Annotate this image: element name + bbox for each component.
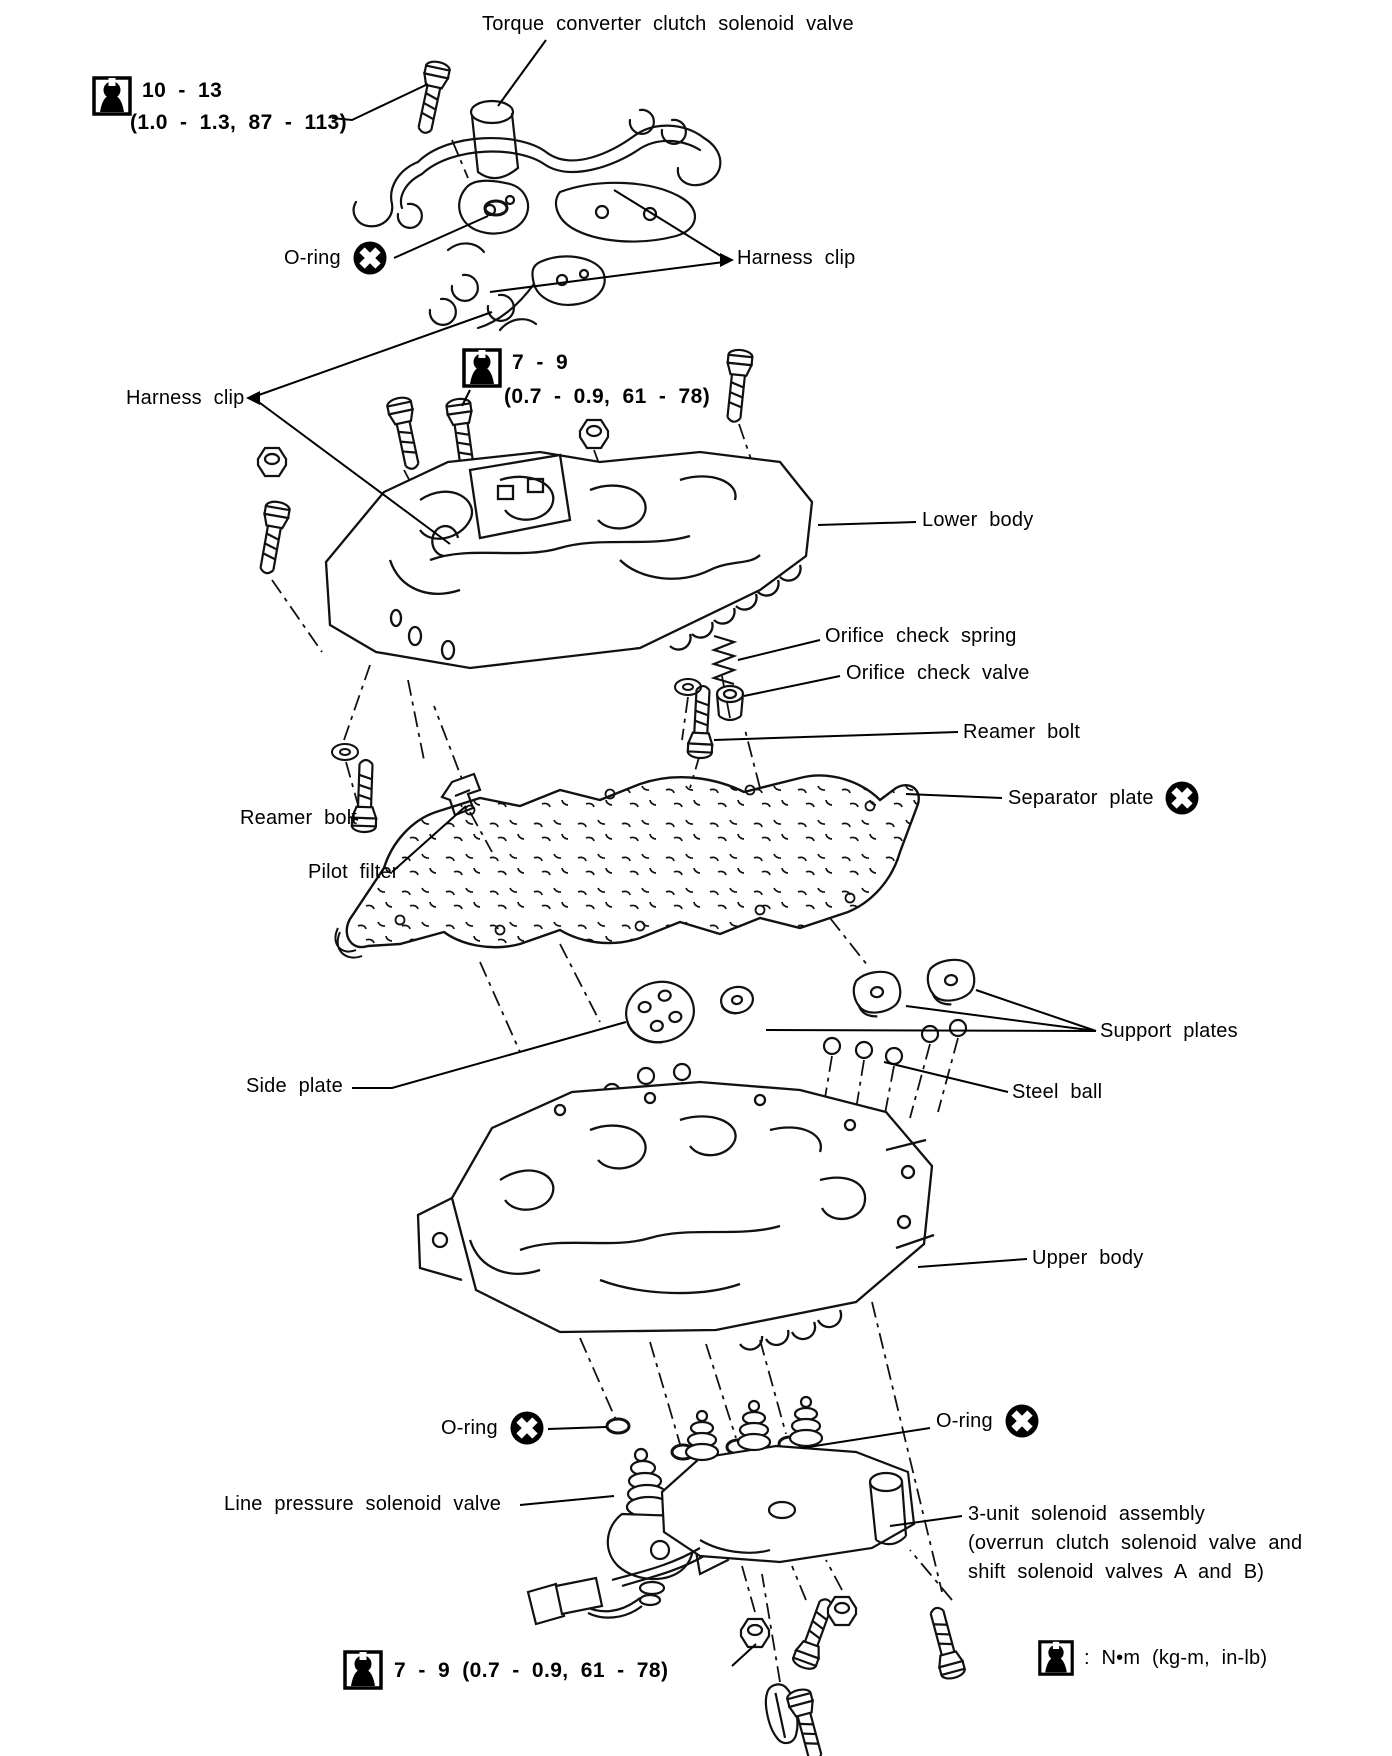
solenoid-stack [686, 1411, 718, 1460]
label-side-plate: Side plate [246, 1075, 343, 1097]
torque-spec-lower-value: 7 - 9 [512, 351, 569, 374]
solenoid-nut-part [741, 1619, 769, 1647]
label-solenoid-assembly-line3: shift solenoid valves A and B) [968, 1561, 1265, 1583]
support-plate-part [925, 957, 977, 1007]
label-line-pressure-solenoid-valve: Line pressure solenoid valve [224, 1493, 502, 1515]
side-plate-part [621, 976, 756, 1049]
torque-wrench-icon [462, 348, 502, 388]
support-plate-part [851, 969, 903, 1019]
flange-nut-part [258, 448, 286, 476]
reamer-bolt-part-right [687, 685, 715, 758]
orifice-check-spring-part [714, 636, 734, 684]
label-orifice-check-valve: Orifice check valve [846, 662, 1030, 684]
replace-x-icon [1004, 1403, 1040, 1439]
label-lower-body: Lower body [922, 509, 1034, 531]
torque-spec-solenoid: 7 - 9 (0.7 - 0.9, 61 - 78) [394, 1659, 669, 1682]
torque-spec-tcc-detail: (1.0 - 1.3, 87 - 113) [130, 111, 348, 134]
label-pilot-filter: Pilot filter [308, 861, 399, 883]
label-solenoid-assembly-line2: (overrun clutch solenoid valve and [968, 1532, 1303, 1554]
lower-body-bolt-part [254, 500, 290, 575]
tcc-solenoid-assembly-part [354, 101, 721, 330]
flange-nut-part [580, 420, 608, 448]
label-steel-ball: Steel ball [1012, 1081, 1103, 1103]
replace-x-icon [1164, 780, 1200, 816]
label-support-plates: Support plates [1100, 1020, 1238, 1042]
solenoid-stack [790, 1397, 822, 1446]
label-o-ring-bottom-left: O-ring [441, 1417, 498, 1439]
label-reamer-bolt-right: Reamer bolt [963, 721, 1081, 743]
torque-wrench-icon [92, 76, 132, 116]
torque-wrench-icon [343, 1650, 383, 1690]
lower-body-bolt-part [722, 349, 753, 423]
legend-torque-units: : N•m (kg-m, in-lb) [1084, 1647, 1268, 1669]
label-torque-converter-clutch-solenoid-valve: Torque converter clutch solenoid valve [482, 13, 854, 35]
separator-plate-part [335, 775, 918, 957]
label-solenoid-assembly-line1: 3-unit solenoid assembly [968, 1503, 1205, 1525]
label-o-ring-top: O-ring [284, 247, 341, 269]
replace-x-icon [509, 1410, 545, 1446]
label-upper-body: Upper body [1032, 1247, 1144, 1269]
o-ring-part-top [485, 201, 507, 215]
lower-body-bolt-part [386, 396, 424, 471]
o-ring-part-lps [607, 1419, 629, 1433]
solenoid-nut-part [828, 1597, 856, 1625]
label-reamer-bolt-left: Reamer bolt [240, 807, 358, 829]
solenoid-stack [738, 1401, 770, 1450]
lower-body-part [326, 452, 812, 668]
torque-spec-lower-detail: (0.7 - 0.9, 61 - 78) [504, 385, 711, 408]
label-o-ring-bottom-right: O-ring [936, 1410, 993, 1432]
label-harness-clip-right: Harness clip [737, 247, 856, 269]
torque-spec-tcc-value: 10 - 13 [142, 79, 223, 102]
label-separator-plate: Separator plate [1008, 787, 1154, 809]
label-harness-clip-left: Harness clip [126, 387, 245, 409]
label-orifice-check-spring: Orifice check spring [825, 625, 1017, 647]
washer-part [332, 744, 358, 760]
replace-x-icon [352, 240, 388, 276]
upper-body-part [418, 1082, 934, 1350]
torque-wrench-icon [1038, 1640, 1074, 1676]
solenoid-bolt-part [924, 1605, 966, 1681]
tcc-bolt-part [412, 60, 450, 135]
